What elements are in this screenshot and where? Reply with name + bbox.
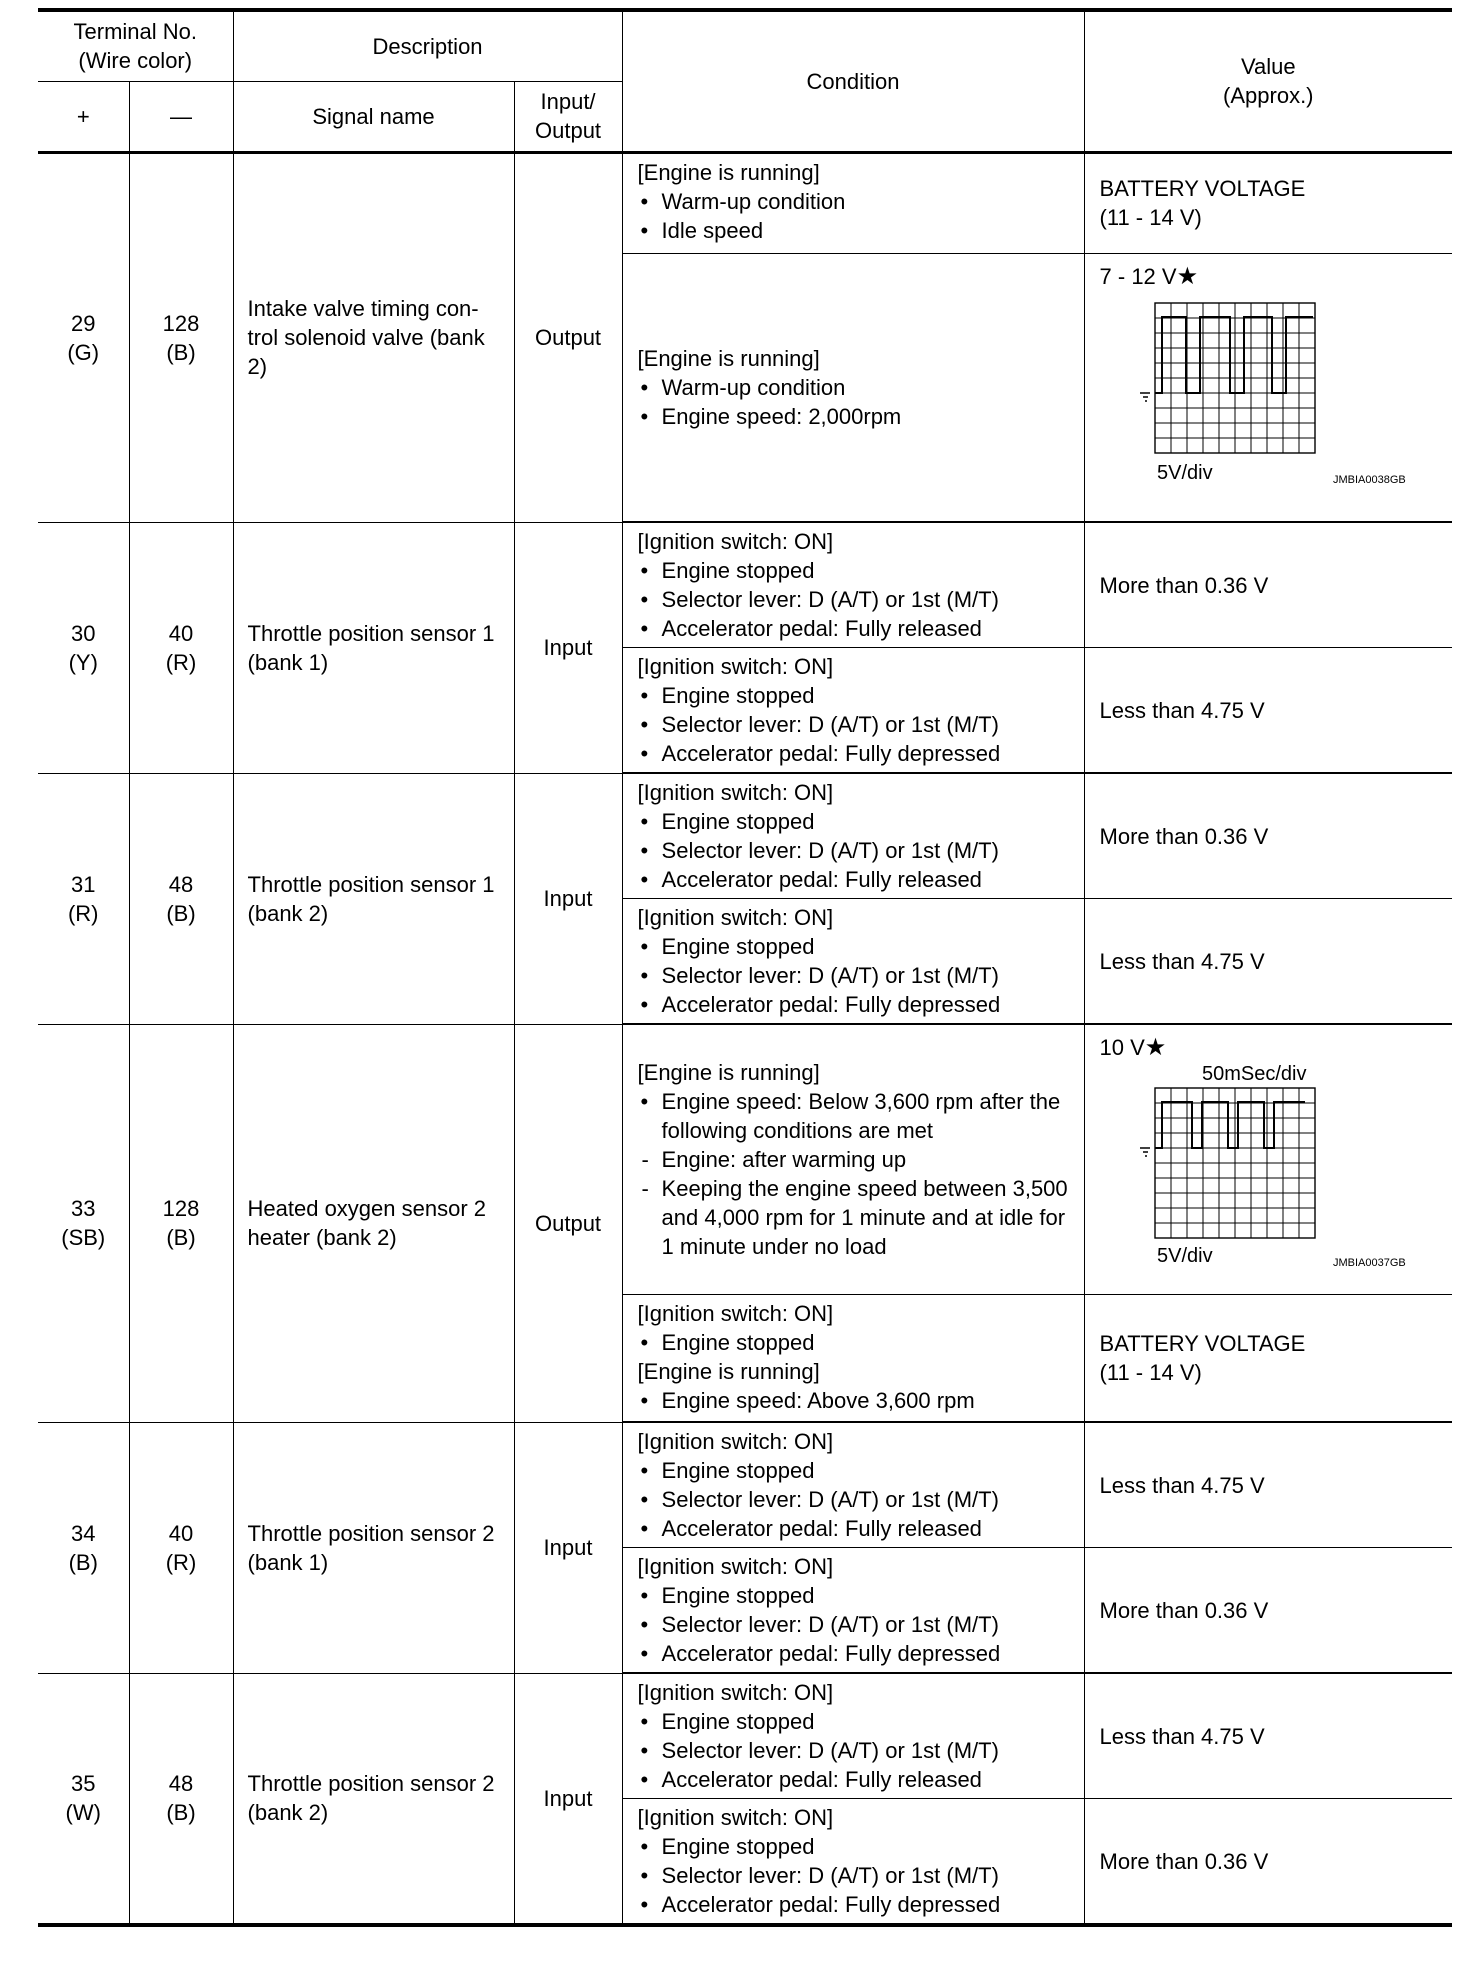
terminal-minus-no: 48 <box>168 1771 194 1797</box>
condition-item: • Engine stopped <box>638 556 1076 585</box>
input-output: Input <box>514 522 622 773</box>
header-wire-color-label: (Wire color) <box>78 48 193 74</box>
terminal-minus-color: (B) <box>166 1800 196 1826</box>
terminal-plus <box>38 152 129 522</box>
table-row <box>38 1673 1452 1799</box>
value-text: BATTERY VOLTAGE <box>1099 176 1306 201</box>
header-value-label: Value <box>1240 54 1296 80</box>
condition-sub-item: - Keeping the engine speed between 3,500 and 4,000 rpm for 1 minute and at idle for 1 minute under no load <box>638 1174 1076 1261</box>
signal-name: Throttle position sensor 2 (bank 1) <box>233 1422 514 1673</box>
waveform-trace <box>1155 317 1313 393</box>
star-icon: ★ <box>1144 1034 1167 1061</box>
signal-name: Heated oxygen sensor 2 heater (bank 2) <box>233 1024 514 1422</box>
header-value <box>1084 10 1452 152</box>
scope-grid-lines <box>1155 303 1315 453</box>
header-signal-name: Signal name <box>233 81 514 152</box>
terminal-plus-color: (G) <box>67 339 100 365</box>
value-cell: Less than 4.75 V <box>1084 1673 1452 1799</box>
header-terminal-label: Terminal No. <box>73 19 197 45</box>
condition-item: • Accelerator pedal: Fully released <box>638 614 1076 643</box>
terminal-minus-no: 40 <box>168 620 194 646</box>
terminal-minus <box>129 152 233 522</box>
condition-head: [Ignition switch: ON] <box>637 529 834 554</box>
condition-item: • Accelerator pedal: Fully depressed <box>638 739 1076 768</box>
condition-head: [Ignition switch: ON] <box>637 1805 834 1830</box>
condition-head: [Engine is running] <box>637 345 820 371</box>
condition-item: • Accelerator pedal: Fully released <box>638 865 1076 894</box>
terminal-minus <box>129 773 233 1024</box>
header-io-label-1: Input/ <box>540 89 596 114</box>
terminal-plus-color: (B) <box>68 1549 98 1575</box>
value-cell: More than 0.36 V <box>1084 773 1452 899</box>
terminal-minus <box>129 1673 233 1925</box>
scope-grid-lines <box>1155 1088 1315 1238</box>
terminal-minus <box>129 522 233 773</box>
signal-name: Throttle position sensor 1 (bank 2) <box>233 773 514 1024</box>
terminal-plus <box>38 1422 129 1673</box>
terminal-minus-no: 128 <box>162 310 200 336</box>
condition-item: • Engine speed: 2,000rpm <box>638 402 1076 431</box>
condition-item: • Warm-up condition <box>638 373 1076 402</box>
condition-item: • Idle speed <box>638 216 1076 245</box>
condition-item: • Engine stopped <box>638 681 1076 710</box>
condition-item: • Selector lever: D (A/T) or 1st (M/T) <box>638 585 1076 614</box>
table-row <box>38 152 1452 253</box>
header-minus: — <box>129 81 233 152</box>
header-input-output <box>514 81 622 152</box>
condition-cell <box>622 648 1084 774</box>
condition-item: • Engine speed: Above 3,600 rpm <box>638 1386 1076 1415</box>
condition-head: [Ignition switch: ON] <box>637 1300 834 1326</box>
terminal-minus-color: (B) <box>166 1225 196 1250</box>
condition-item: • Engine stopped <box>638 1707 1076 1736</box>
value-text: (11 - 14 V) <box>1099 1359 1202 1385</box>
terminal-minus-color: (B) <box>166 339 196 365</box>
ground-symbol-icon <box>1140 1148 1150 1156</box>
condition-head: [Engine is running] <box>637 1059 820 1085</box>
condition-sub-item: - Engine: after warming up <box>638 1145 1076 1174</box>
terminal-plus-no: 33 <box>71 1196 96 1221</box>
terminal-minus <box>129 1024 233 1422</box>
table-row <box>38 522 1452 648</box>
header-io-label-2: Output <box>535 118 602 143</box>
condition-cell <box>622 1024 1084 1294</box>
value-voltage: 10 V <box>1099 1035 1145 1060</box>
condition-item: • Selector lever: D (A/T) or 1st (M/T) <box>638 710 1076 739</box>
terminal-plus <box>38 1024 129 1422</box>
value-cell: More than 0.36 V <box>1084 522 1452 648</box>
condition-item: • Engine stopped <box>638 1328 1076 1357</box>
value-cell: More than 0.36 V <box>1084 1548 1452 1674</box>
header-plus: + <box>38 81 129 152</box>
condition-item: • Selector lever: D (A/T) or 1st (M/T) <box>638 1861 1076 1890</box>
oscilloscope-waveform <box>1100 291 1440 491</box>
ecm-terminal-table <box>38 8 1452 1927</box>
value-cell <box>1084 152 1452 253</box>
table-row <box>38 1422 1452 1548</box>
condition-item: • Engine stopped <box>638 1832 1076 1861</box>
input-output: Input <box>514 1422 622 1673</box>
condition-item: • Selector lever: D (A/T) or 1st (M/T) <box>638 1736 1076 1765</box>
value-text <box>1100 1033 1453 1062</box>
terminal-plus-no: 34 <box>71 1520 96 1546</box>
header-terminal <box>38 10 233 81</box>
condition-item: • Engine stopped <box>638 932 1076 961</box>
terminal-minus-no: 128 <box>162 1196 200 1221</box>
condition-cell <box>622 1548 1084 1674</box>
oscilloscope-waveform <box>1100 1062 1440 1272</box>
condition-head: [Engine is running] <box>637 159 820 185</box>
condition-item: • Accelerator pedal: Fully depressed <box>638 990 1076 1019</box>
condition-head: [Ignition switch: ON] <box>637 1680 834 1705</box>
condition-item: • Selector lever: D (A/T) or 1st (M/T) <box>638 1485 1076 1514</box>
terminal-plus <box>38 522 129 773</box>
terminal-minus-color: (R) <box>165 1549 197 1575</box>
condition-head: [Ignition switch: ON] <box>637 905 834 930</box>
header-condition: Condition <box>622 10 1084 152</box>
value-text: BATTERY VOLTAGE <box>1099 1330 1306 1356</box>
terminal-plus-no: 30 <box>71 620 96 646</box>
scope-volt-scale: 5V/div <box>1156 461 1213 484</box>
condition-head: [Ignition switch: ON] <box>637 654 834 679</box>
condition-cell <box>622 1673 1084 1799</box>
condition-cell <box>622 1294 1084 1422</box>
input-output: Input <box>514 1673 622 1925</box>
condition-item: • Selector lever: D (A/T) or 1st (M/T) <box>638 961 1076 990</box>
condition-cell <box>622 899 1084 1025</box>
condition-item: • Engine stopped <box>638 807 1076 836</box>
condition-cell <box>622 152 1084 253</box>
signal-name: Intake valve timing con-trol solenoid valve (bank 2) <box>233 152 514 522</box>
condition-head: [Engine is running] <box>637 1358 820 1384</box>
condition-item: • Accelerator pedal: Fully depressed <box>638 1890 1076 1919</box>
value-text <box>1100 262 1453 291</box>
value-cell: Less than 4.75 V <box>1084 648 1452 774</box>
condition-item: • Warm-up condition <box>638 187 1076 216</box>
signal-name: Throttle position sensor 1 (bank 1) <box>233 522 514 773</box>
header-description: Description <box>233 10 622 81</box>
value-text: (11 - 14 V) <box>1099 205 1202 230</box>
terminal-plus-no: 35 <box>71 1771 96 1797</box>
terminal-minus-no: 48 <box>168 871 194 897</box>
table-row <box>38 1024 1452 1294</box>
input-output: Input <box>514 773 622 1024</box>
ground-symbol-icon <box>1140 393 1150 401</box>
condition-cell <box>622 522 1084 648</box>
terminal-plus-no: 31 <box>71 871 96 897</box>
condition-item: • Accelerator pedal: Fully released <box>638 1765 1076 1794</box>
terminal-plus-color: (W) <box>65 1800 101 1826</box>
table-row <box>38 773 1452 899</box>
terminal-minus-color: (B) <box>166 900 196 926</box>
input-output: Output <box>514 152 622 522</box>
scope-volt-scale: 5V/div <box>1156 1245 1213 1267</box>
terminal-minus-no: 40 <box>168 1520 194 1546</box>
terminal-plus <box>38 1673 129 1925</box>
scope-time-scale: 50mSec/div <box>1201 1063 1307 1085</box>
condition-cell <box>622 253 1084 522</box>
condition-head: [Ignition switch: ON] <box>637 780 834 805</box>
star-icon: ★ <box>1176 262 1199 290</box>
terminal-minus <box>129 1422 233 1673</box>
condition-cell <box>622 773 1084 899</box>
value-cell: Less than 4.75 V <box>1084 899 1452 1025</box>
terminal-plus-no: 29 <box>71 310 96 336</box>
condition-head: [Ignition switch: ON] <box>637 1554 834 1579</box>
condition-cell <box>622 1422 1084 1548</box>
condition-item: • Accelerator pedal: Fully released <box>638 1514 1076 1543</box>
terminal-table-page <box>38 8 1452 1927</box>
value-cell <box>1084 1294 1452 1422</box>
condition-item: • Accelerator pedal: Fully depressed <box>638 1639 1076 1668</box>
header-approx-label: (Approx.) <box>1223 83 1314 109</box>
condition-item: • Engine stopped <box>638 1581 1076 1610</box>
terminal-plus <box>38 773 129 1024</box>
condition-item: • Engine stopped <box>638 1456 1076 1485</box>
terminal-minus-color: (R) <box>165 649 197 675</box>
value-cell <box>1084 1024 1452 1294</box>
value-voltage: 7 - 12 V <box>1099 263 1177 289</box>
condition-head: [Ignition switch: ON] <box>637 1429 834 1454</box>
value-cell: Less than 4.75 V <box>1084 1422 1452 1548</box>
terminal-plus-color: (Y) <box>68 649 98 675</box>
condition-cell <box>622 1799 1084 1926</box>
figure-id: JMBIA0038GB <box>1332 473 1406 486</box>
input-output: Output <box>514 1024 622 1422</box>
condition-item: • Selector lever: D (A/T) or 1st (M/T) <box>638 1610 1076 1639</box>
signal-name: Throttle position sensor 2 (bank 2) <box>233 1673 514 1925</box>
terminal-plus-color: (SB) <box>61 1225 106 1250</box>
value-cell: More than 0.36 V <box>1084 1799 1452 1926</box>
figure-id: JMBIA0037GB <box>1332 1257 1406 1269</box>
condition-item: • Selector lever: D (A/T) or 1st (M/T) <box>638 836 1076 865</box>
terminal-plus-color: (R) <box>67 900 99 926</box>
value-cell <box>1084 253 1452 522</box>
condition-item: • Engine speed: Below 3,600 rpm after the following conditions are met <box>638 1087 1076 1145</box>
